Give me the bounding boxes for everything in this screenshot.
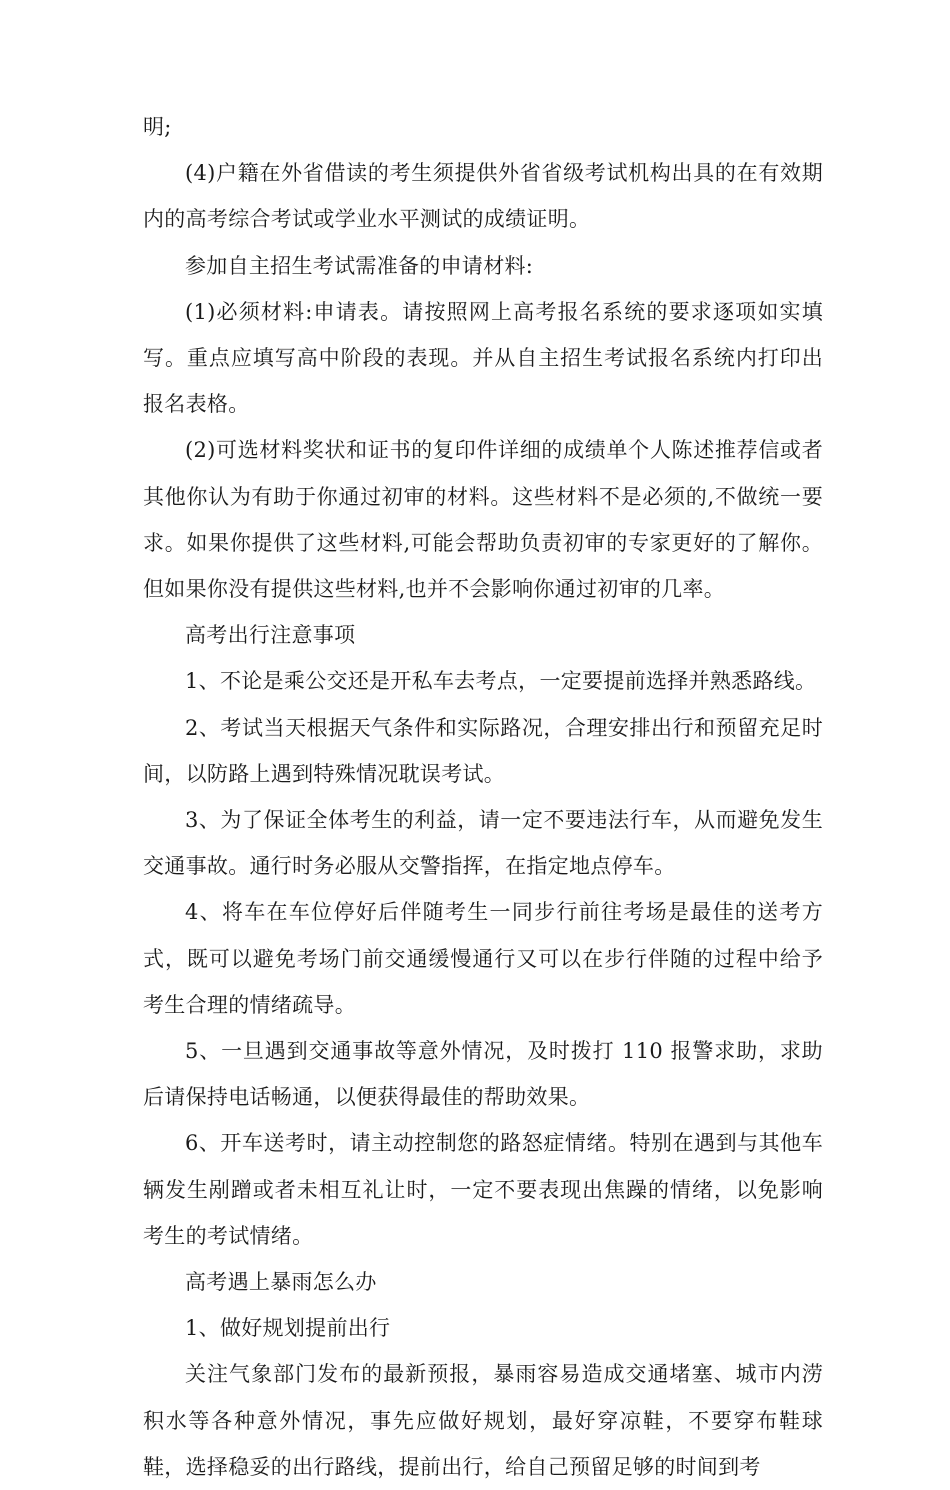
paragraph-item-4: (4)户籍在外省借读的考生须提供外省省级考试机构出具的在有效期内的高考综合考试或学业水平测试的成绩证明。 xyxy=(143,161,823,232)
paragraph-rain-1-body: 关注气象部门发布的最新预报，暴雨容易造成交通堵塞、城市内涝积水等各种意外情况，事先应做好规划，最好穿凉鞋，不要穿布鞋球鞋，选择稳妥的出行路线，提前出行，给自己预留足够的时间到考 xyxy=(143,1362,823,1479)
paragraph-travel-3: 3、为了保证全体考生的利益，请一定不要违法行车，从而避免发生交通事故。通行时务必服从交警指挥，在指定地点停车。 xyxy=(143,808,823,879)
section-heading-rain: 高考遇上暴雨怎么办 xyxy=(185,1270,377,1295)
paragraph-optional-materials: (2)可选材料奖状和证书的复印件详细的成绩单个人陈述推荐信或者其他你认为有助于你通过初审的材料。这些材料不是必须的,不做统一要求。如果你提供了这些材料,可能会帮助负责初审的专家更好的了解你。但如果你没有提供这些材料,也并不会影响你通过初审的几率。 xyxy=(143,438,823,602)
paragraph-travel-5: 5、一旦遇到交通事故等意外情况，及时拨打 110 报警求助，求助后请保持电话畅通，以便获得最佳的帮助效果。 xyxy=(143,1039,823,1110)
section-heading-travel: 高考出行注意事项 xyxy=(185,623,356,648)
paragraph-travel-1: 1、不论是乘公交还是开私车去考点，一定要提前选择并熟悉路线。 xyxy=(185,669,817,694)
paragraph-travel-6: 6、开车送考时，请主动控制您的路怒症情绪。特别在遇到与其他车辆发生剐蹭或者未相互礼让时，一定不要表现出焦躁的情绪，以免影响考生的考试情绪。 xyxy=(143,1131,823,1248)
paragraph-rain-1-heading: 1、做好规划提前出行 xyxy=(185,1316,391,1341)
paragraph-required-materials: (1)必须材料:申请表。请按照网上高考报名系统的要求逐项如实填写。重点应填写高中阶段的表现。并从自主招生考试报名系统内打印出报名表格。 xyxy=(143,299,823,417)
paragraph-travel-4: 4、将车在车位停好后伴随考生一同步行前往考场是最佳的送考方式，既可以避免考场门前交通缓慢通行又可以在步行伴随的过程中给予考生合理的情绪疏导。 xyxy=(143,900,823,1017)
paragraph-materials-heading: 参加自主招生考试需准备的申请材料: xyxy=(185,253,534,278)
paragraph-continuation: 明; xyxy=(143,115,172,139)
paragraph-travel-2: 2、考试当天根据天气条件和实际路况，合理安排出行和预留充足时间，以防路上遇到特殊情况耽误考试。 xyxy=(143,715,823,786)
document-body xyxy=(143,104,823,1490)
